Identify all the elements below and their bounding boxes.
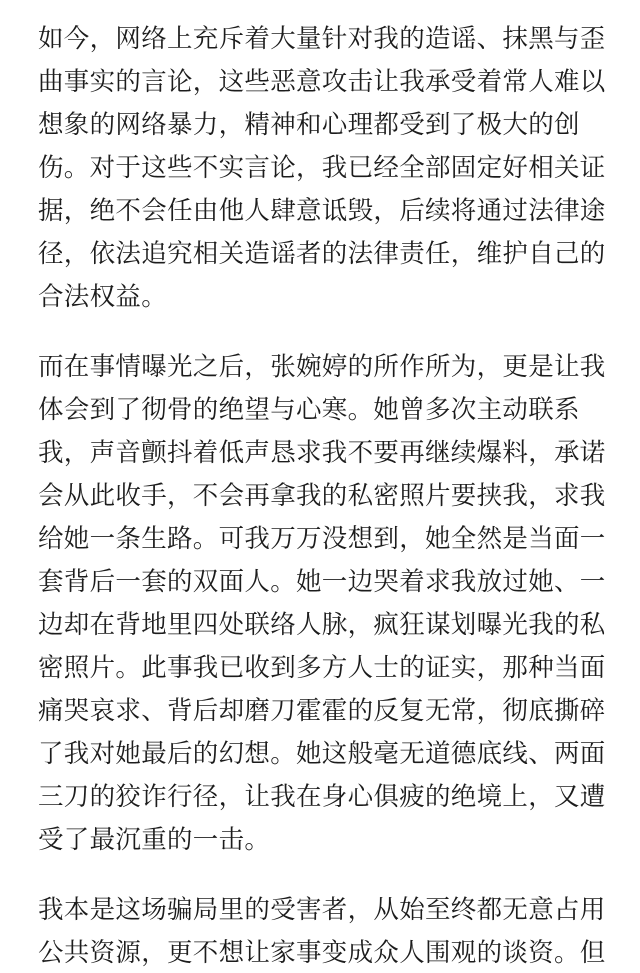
- text-line: 如今，网络上充斥着大量针对我的造谣、抹黑与歪: [38, 24, 606, 54]
- text-line: 会从此收手，不会再拿我的私密照片要挟我，求我: [38, 481, 606, 511]
- text-line: 受了最沉重的一击。: [38, 825, 271, 855]
- text-line: 而在事情曝光之后，张婉婷的所作所为，更是让我: [38, 352, 606, 382]
- text-line: 了我对她最后的幻想。她这般毫无道德底线、两面: [38, 739, 606, 769]
- text-line: 体会到了彻骨的绝望与心寒。她曾多次主动联系: [38, 395, 580, 425]
- text-line: 痛哭哀求、背后却磨刀霍霍的反复无常，彻底撕碎: [38, 696, 606, 726]
- text-line: 想象的网络暴力，精神和心理都受到了极大的创: [38, 110, 580, 140]
- text-line: 据，绝不会任由他人肆意诋毁，后续将通过法律途: [38, 196, 606, 226]
- text-line: 公共资源，更不想让家事变成众人围观的谈资。但: [38, 938, 606, 968]
- text-line: 三刀的狡诈行径，让我在身心俱疲的绝境上，又遭: [38, 782, 606, 812]
- text-line: 给她一条生路。可我万万没想到，她全然是当面一: [38, 524, 606, 554]
- text-line: 密照片。此事我已收到多方人士的证实，那种当面: [38, 653, 606, 683]
- text-line: 径，依法追究相关造谣者的法律责任，维护自己的: [38, 239, 606, 269]
- text-line: 合法权益。: [38, 282, 168, 312]
- text-line: 曲事实的言论，这些恶意攻击让我承受着常人难以: [38, 67, 606, 97]
- text-line: 边却在背地里四处联络人脉，疯狂谋划曝光我的私: [38, 610, 606, 640]
- text-line: 套背后一套的双面人。她一边哭着求我放过她、一: [38, 567, 606, 597]
- text-line: 我本是这场骗局里的受害者，从始至终都无意占用: [38, 895, 606, 925]
- text-line: 我，声音颤抖着低声恳求我不要再继续爆料，承诺: [38, 438, 606, 468]
- text-line: 伤。对于这些不实言论，我已经全部固定好相关证: [38, 153, 606, 183]
